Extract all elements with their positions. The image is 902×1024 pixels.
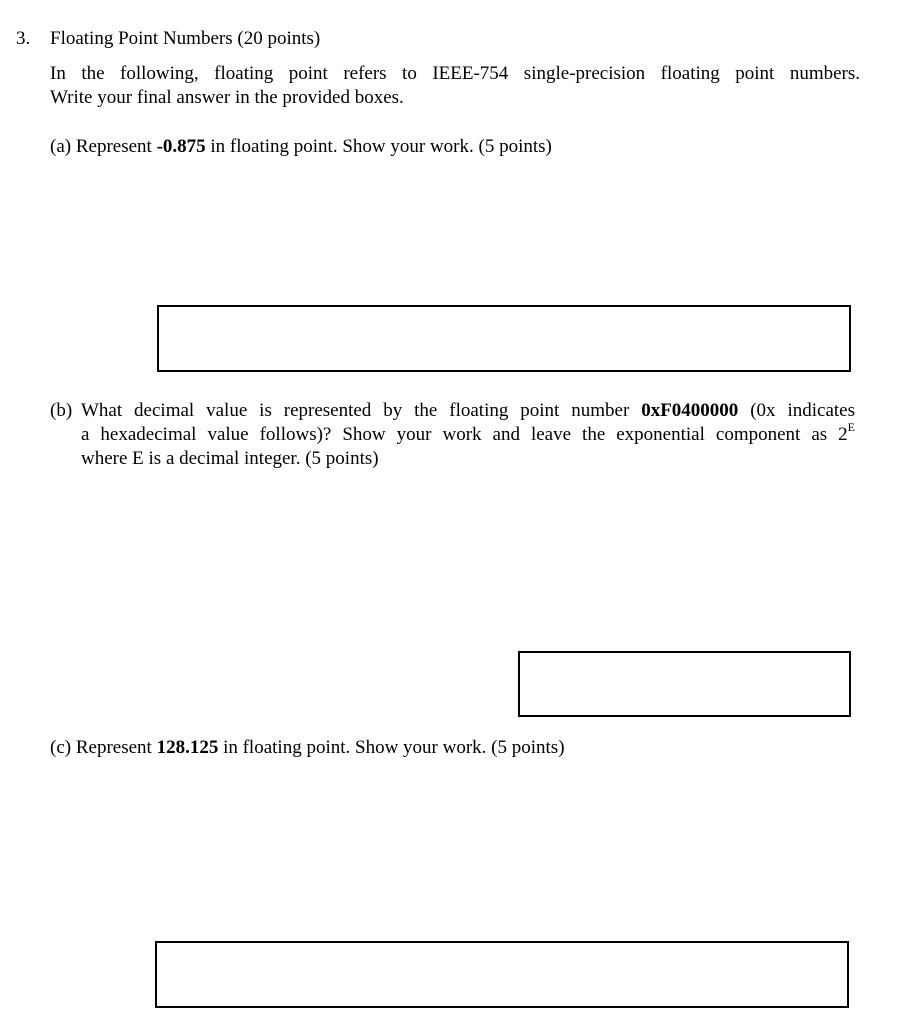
- part-a-rest: in floating point. Show your work. (5 points): [205, 136, 552, 157]
- part-c-value: 128.125: [156, 737, 219, 758]
- part-b-label: (b): [50, 400, 73, 421]
- part-b-answer-box[interactable]: [518, 651, 851, 717]
- part-c-prompt: [50, 736, 565, 760]
- question-number: 3.: [16, 28, 31, 49]
- question-intro: [50, 62, 860, 110]
- part-a-value: -0.875: [156, 136, 206, 157]
- part-b-line-1-tail: (0x indicates: [738, 400, 855, 421]
- part-b-prompt: [50, 399, 855, 471]
- part-b-exponent: E: [847, 419, 855, 434]
- part-a-answer-box[interactable]: [157, 305, 851, 372]
- part-b-line-1: [81, 399, 855, 423]
- part-b-line-3: where E is a decimal integer. (5 points): [81, 448, 379, 469]
- part-b-body: [81, 399, 855, 471]
- question-title: Floating Point Numbers (20 points): [50, 28, 321, 49]
- intro-line-2: Write your final answer in the provided boxes.: [50, 87, 404, 108]
- part-b-line-2: [81, 419, 855, 447]
- part-b-hex-value: 0xF0400000: [641, 400, 739, 421]
- part-c-label: (c) Represent: [50, 737, 157, 758]
- intro-line-1: In the following, floating point refers to IEEE-754 single-precision floating point numbers.: [50, 63, 860, 84]
- part-a-label: (a) Represent: [50, 136, 157, 157]
- part-c-answer-box[interactable]: [155, 941, 849, 1008]
- part-c-rest: in floating point. Show your work. (5 points): [218, 737, 565, 758]
- part-b-line-1-text: What decimal value is represented by the floating point number: [81, 400, 642, 421]
- part-b-line-2-text: a hexadecimal value follows)? Show your work and leave the exponential component as 2: [81, 424, 848, 445]
- part-a-prompt: [50, 135, 552, 159]
